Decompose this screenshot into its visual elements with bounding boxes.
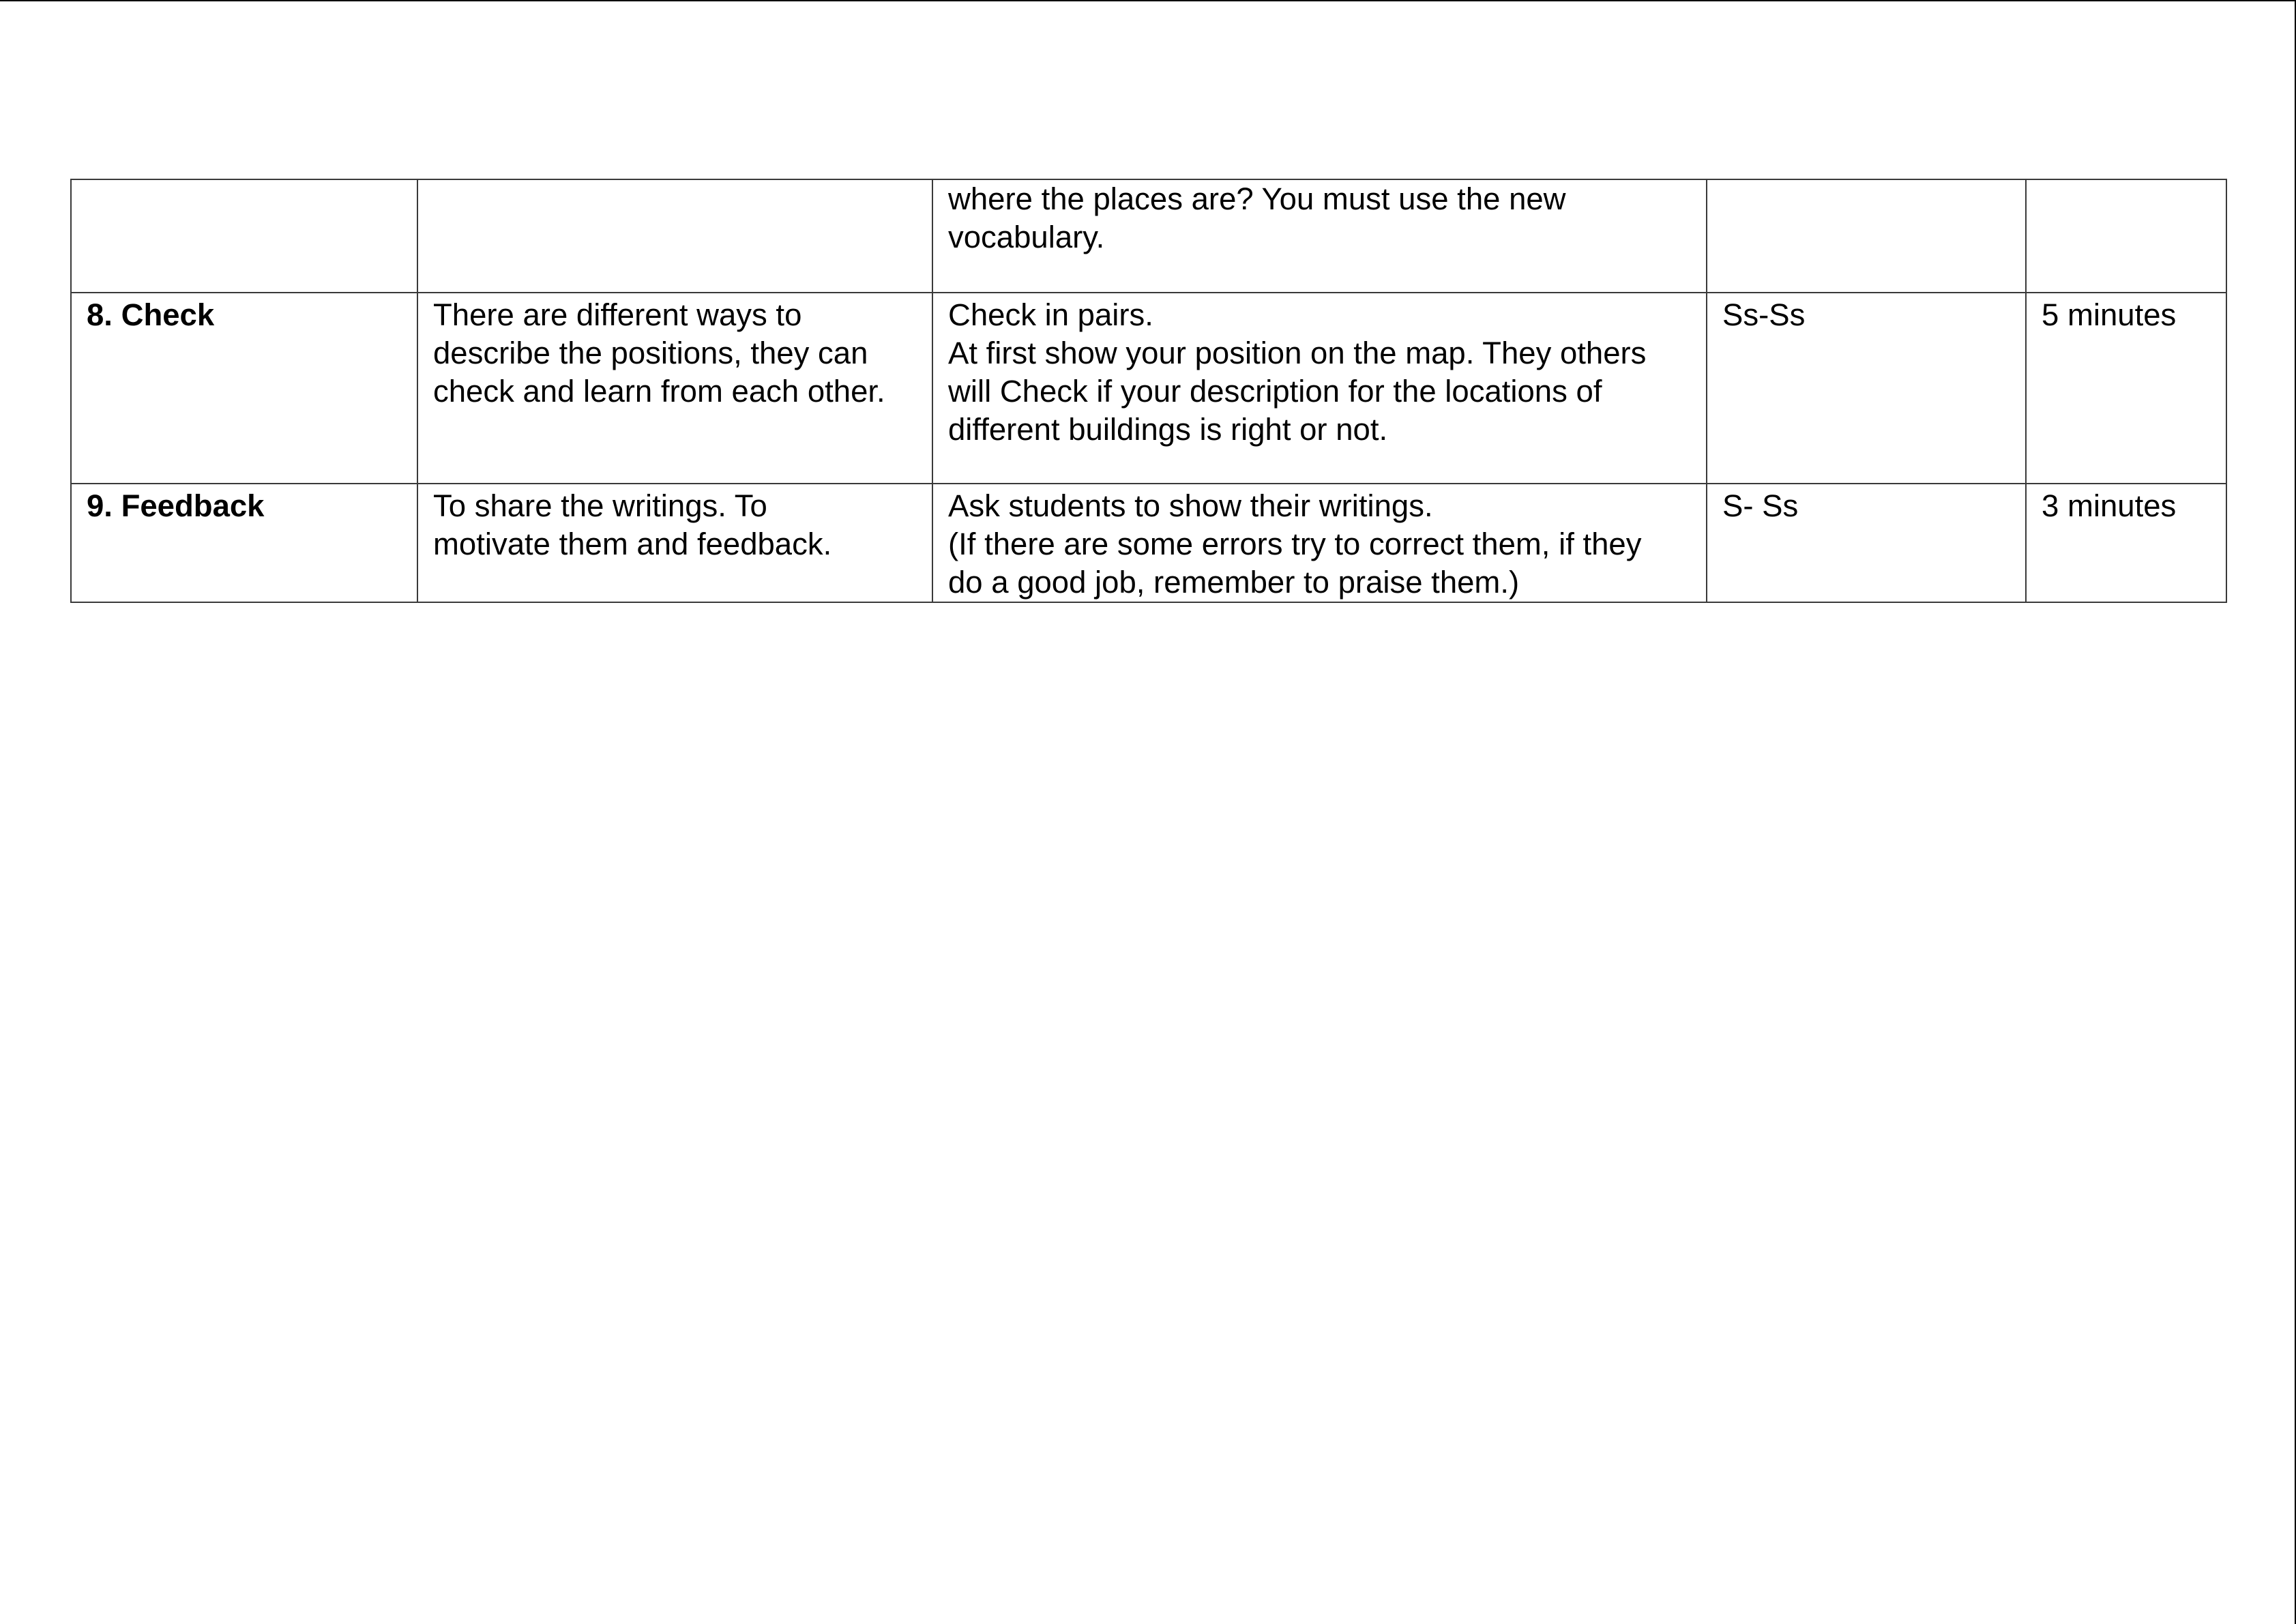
- stage-cell: [71, 179, 417, 293]
- aim-line: To share the writings. To: [433, 488, 767, 523]
- aim-cell: [417, 484, 932, 602]
- lesson-plan-table: [70, 179, 2227, 603]
- stage-label: 9. Feedback: [87, 488, 265, 523]
- procedure-line: At first show your position on the map. They others: [948, 336, 1647, 370]
- interaction-label: S- Ss: [1722, 488, 1799, 523]
- procedure-line: vocabulary.: [948, 220, 1105, 254]
- procedure-cell: [932, 179, 1707, 293]
- procedure-cell: [932, 293, 1707, 484]
- procedure-line: do a good job, remember to praise them.): [948, 565, 1520, 600]
- procedure-line: will Check if your description for the locations of: [948, 374, 1602, 409]
- time-label: 3 minutes: [2042, 488, 2177, 523]
- interaction-label: Ss-Ss: [1722, 297, 1806, 332]
- aim-cell: [417, 179, 932, 293]
- procedure-line: Ask students to show their writings.: [948, 488, 1433, 523]
- procedure-line: Check in pairs.: [948, 297, 1153, 332]
- procedure-cell: [932, 484, 1707, 602]
- table-row: [71, 484, 2226, 602]
- table-row: [71, 293, 2226, 484]
- aim-line: There are different ways to: [433, 297, 802, 332]
- procedure-line: different buildings is right or not.: [948, 412, 1388, 447]
- procedure-line: where the places are? You must use the new: [948, 181, 1566, 216]
- procedure-line: (If there are some errors try to correct them, if they: [948, 527, 1642, 561]
- interaction-cell: [1707, 179, 2026, 293]
- aim-line: describe the positions, they can: [433, 336, 868, 370]
- aim-cell: [417, 293, 932, 484]
- time-cell: [2026, 484, 2226, 602]
- stage-label: 8. Check: [87, 297, 215, 332]
- time-cell: [2026, 293, 2226, 484]
- interaction-cell: [1707, 484, 2026, 602]
- time-label: 5 minutes: [2042, 297, 2177, 332]
- stage-cell: [71, 293, 417, 484]
- aim-line: motivate them and feedback.: [433, 527, 832, 561]
- interaction-cell: [1707, 293, 2026, 484]
- stage-cell: [71, 484, 417, 602]
- time-cell: [2026, 179, 2226, 293]
- table-row: [71, 179, 2226, 293]
- aim-line: check and learn from each other.: [433, 374, 885, 409]
